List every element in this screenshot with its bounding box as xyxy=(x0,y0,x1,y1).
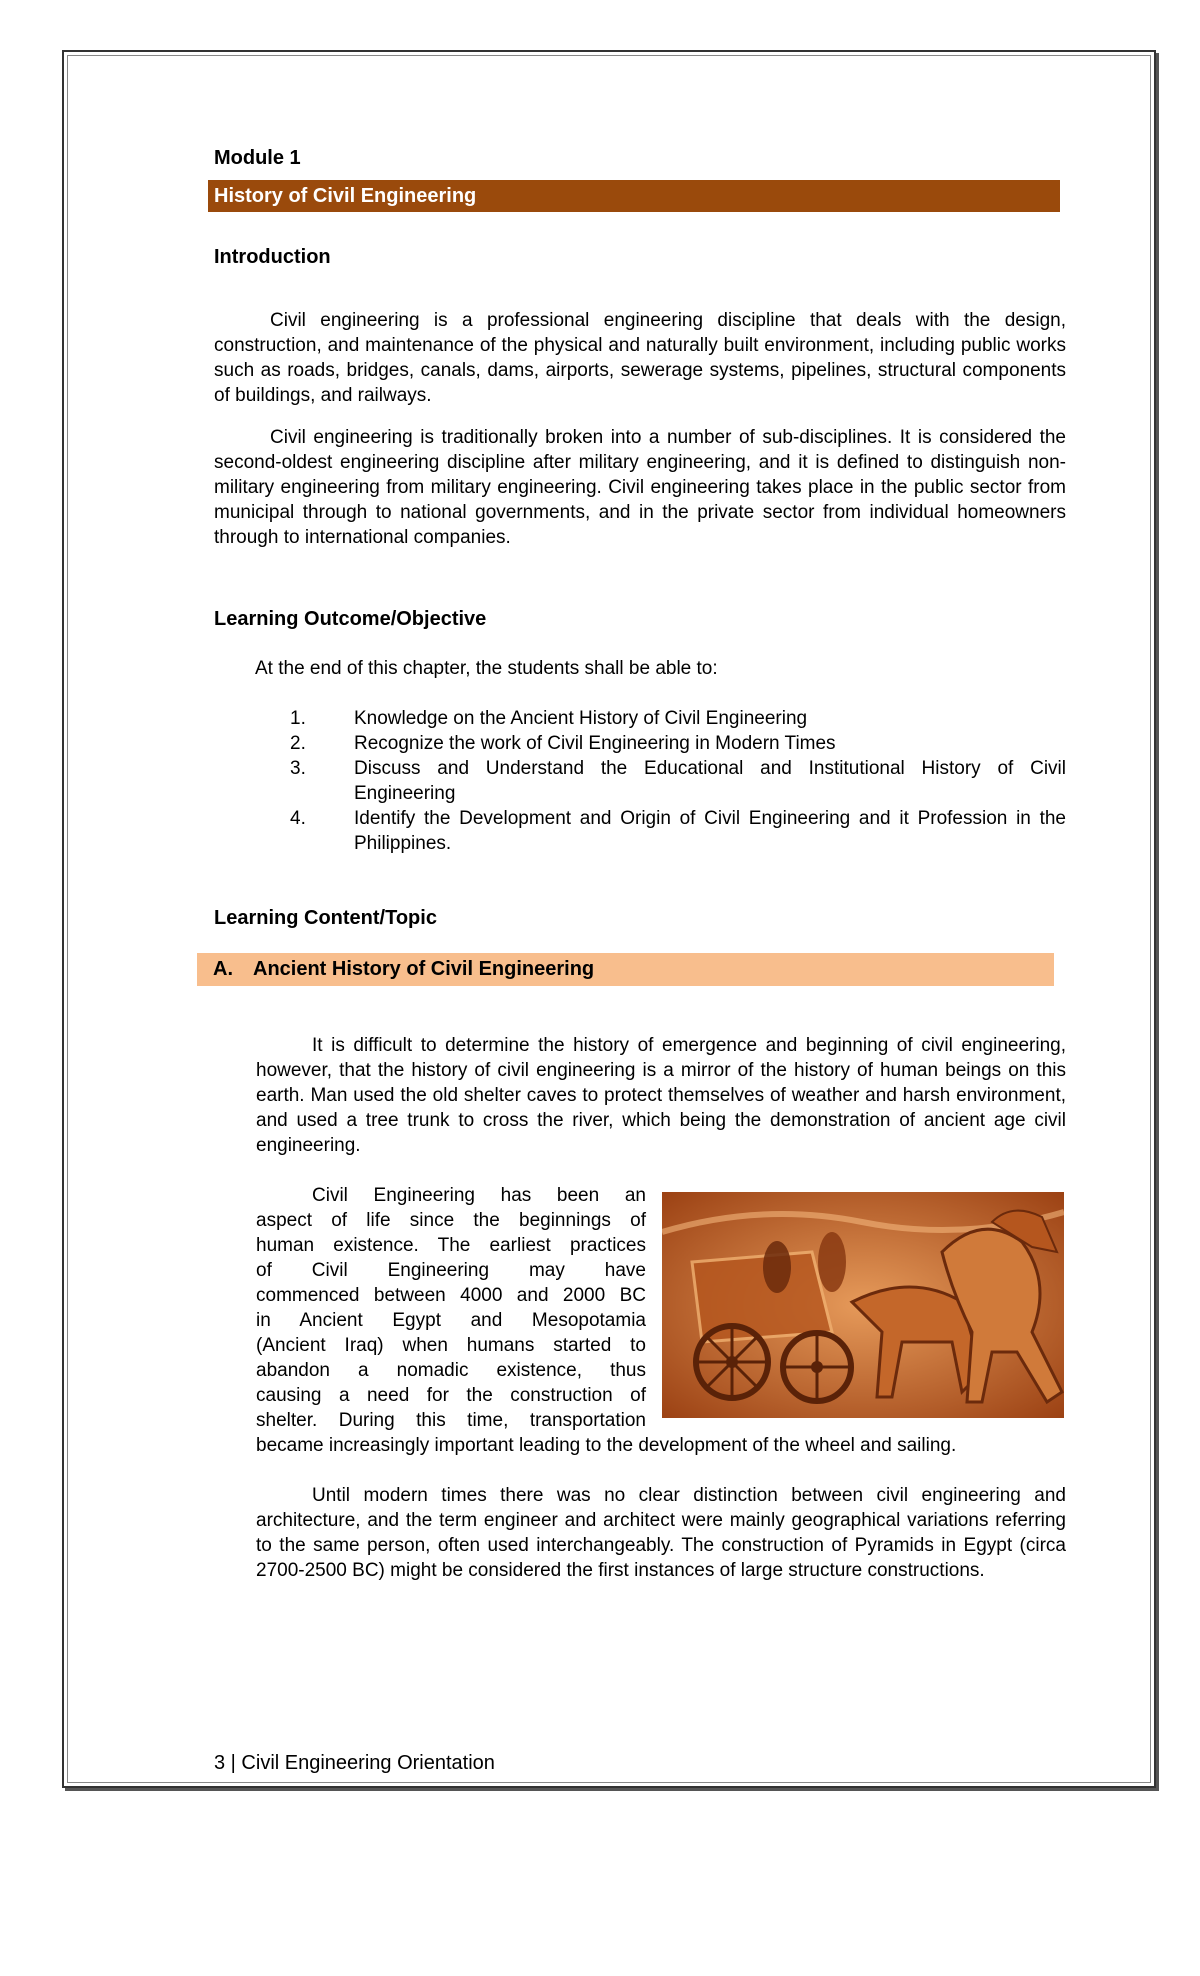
list-item xyxy=(290,756,1066,806)
objectives-lead: At the end of this chapter, the students shall be able to: xyxy=(255,658,718,679)
list-number: 1. xyxy=(290,708,306,729)
content-heading: Learning Content/Topic xyxy=(214,907,437,929)
list-text: Discuss and Understand the Educational and Institutional History of Civil Engineering xyxy=(354,758,1066,804)
list-text: Recognize the work of Civil Engineering in Modern Times xyxy=(354,733,836,754)
para2-line: of Civil Engineering may have xyxy=(256,1260,646,1281)
ancient-chariot-relief-image xyxy=(662,1192,1064,1418)
para2-line: causing a need for the construction of xyxy=(256,1385,646,1406)
para2-line: aspect of life since the beginnings of xyxy=(256,1210,646,1231)
section-title: Ancient History of Civil Engineering xyxy=(253,958,595,980)
list-number: 2. xyxy=(290,733,306,754)
para2-line: (Ancient Iraq) when humans started to xyxy=(256,1335,646,1356)
section-letter: A. xyxy=(213,958,233,980)
content-paragraph-2-wrap xyxy=(256,1183,646,1433)
content-paragraph-1: It is difficult to determine the history of emergence and beginning of civil engineering, however, that the history of civil engineering is a mirror of the history of human beings on this earth. Man used the old shelter caves to protect themselves of weather and harsh environment, and used a tree trunk to cross the river, which being the demonstration of ancient age civil engineering. xyxy=(256,1035,1066,1156)
para2-line: commenced between 4000 and 2000 BC xyxy=(256,1285,646,1306)
intro-paragraph-1: Civil engineering is a professional engineering discipline that deals with the design, construction, and maintenance of the physical and naturally built environment, including public works such as roads, bridges, canals, dams, airports, sewerage systems, pipelines, structural components of buildings, and railways. xyxy=(214,310,1066,406)
objectives-list xyxy=(290,706,1066,856)
page-footer: 3 | Civil Engineering Orientation xyxy=(214,1752,495,1774)
content-paragraph-2-tail: became increasingly important leading to the development of the wheel and sailing. xyxy=(256,1435,957,1456)
objectives-heading: Learning Outcome/Objective xyxy=(214,608,487,630)
para2-line: human existence. The earliest practices xyxy=(256,1235,646,1256)
list-text: Knowledge on the Ancient History of Civil Engineering xyxy=(354,708,808,729)
list-number: 3. xyxy=(290,758,306,779)
para2-line: in Ancient Egypt and Mesopotamia xyxy=(256,1310,646,1331)
list-item xyxy=(290,731,1066,756)
content-paragraph-3: Until modern times there was no clear distinction between civil engineering and architecture, and the term engineer and architect were mainly geographical variations referring to the same person, often used interchangeably. The construction of Pyramids in Egypt (circa 2700-2500 BC) might be considered the first instances of large structure constructions. xyxy=(256,1485,1066,1581)
list-number: 4. xyxy=(290,808,306,829)
para2-line: shelter. During this time, transportation xyxy=(256,1410,646,1431)
introduction-heading: Introduction xyxy=(214,246,331,268)
list-item xyxy=(290,806,1066,856)
para2-line: abandon a nomadic existence, thus xyxy=(256,1360,646,1381)
module-label: Module 1 xyxy=(214,147,301,169)
chapter-title-bar: History of Civil Engineering xyxy=(208,180,1060,212)
list-text: Identify the Development and Origin of Civil Engineering and it Profession in the Philippines. xyxy=(354,808,1066,854)
section-a-bar xyxy=(197,953,1054,986)
list-item xyxy=(290,706,1066,731)
intro-paragraph-2: Civil engineering is traditionally broken into a number of sub-disciplines. It is considered the second-oldest engineering discipline after military engineering, and it is defined to distinguish non-military engineering from military engineering. Civil engineering takes place in the public sector from municipal through to national governments, and in the private sector from individual homeowners through to international companies. xyxy=(214,427,1066,548)
chariot-relief-drawing xyxy=(662,1192,1064,1418)
para2-line: Civil Engineering has been an xyxy=(312,1185,646,1206)
